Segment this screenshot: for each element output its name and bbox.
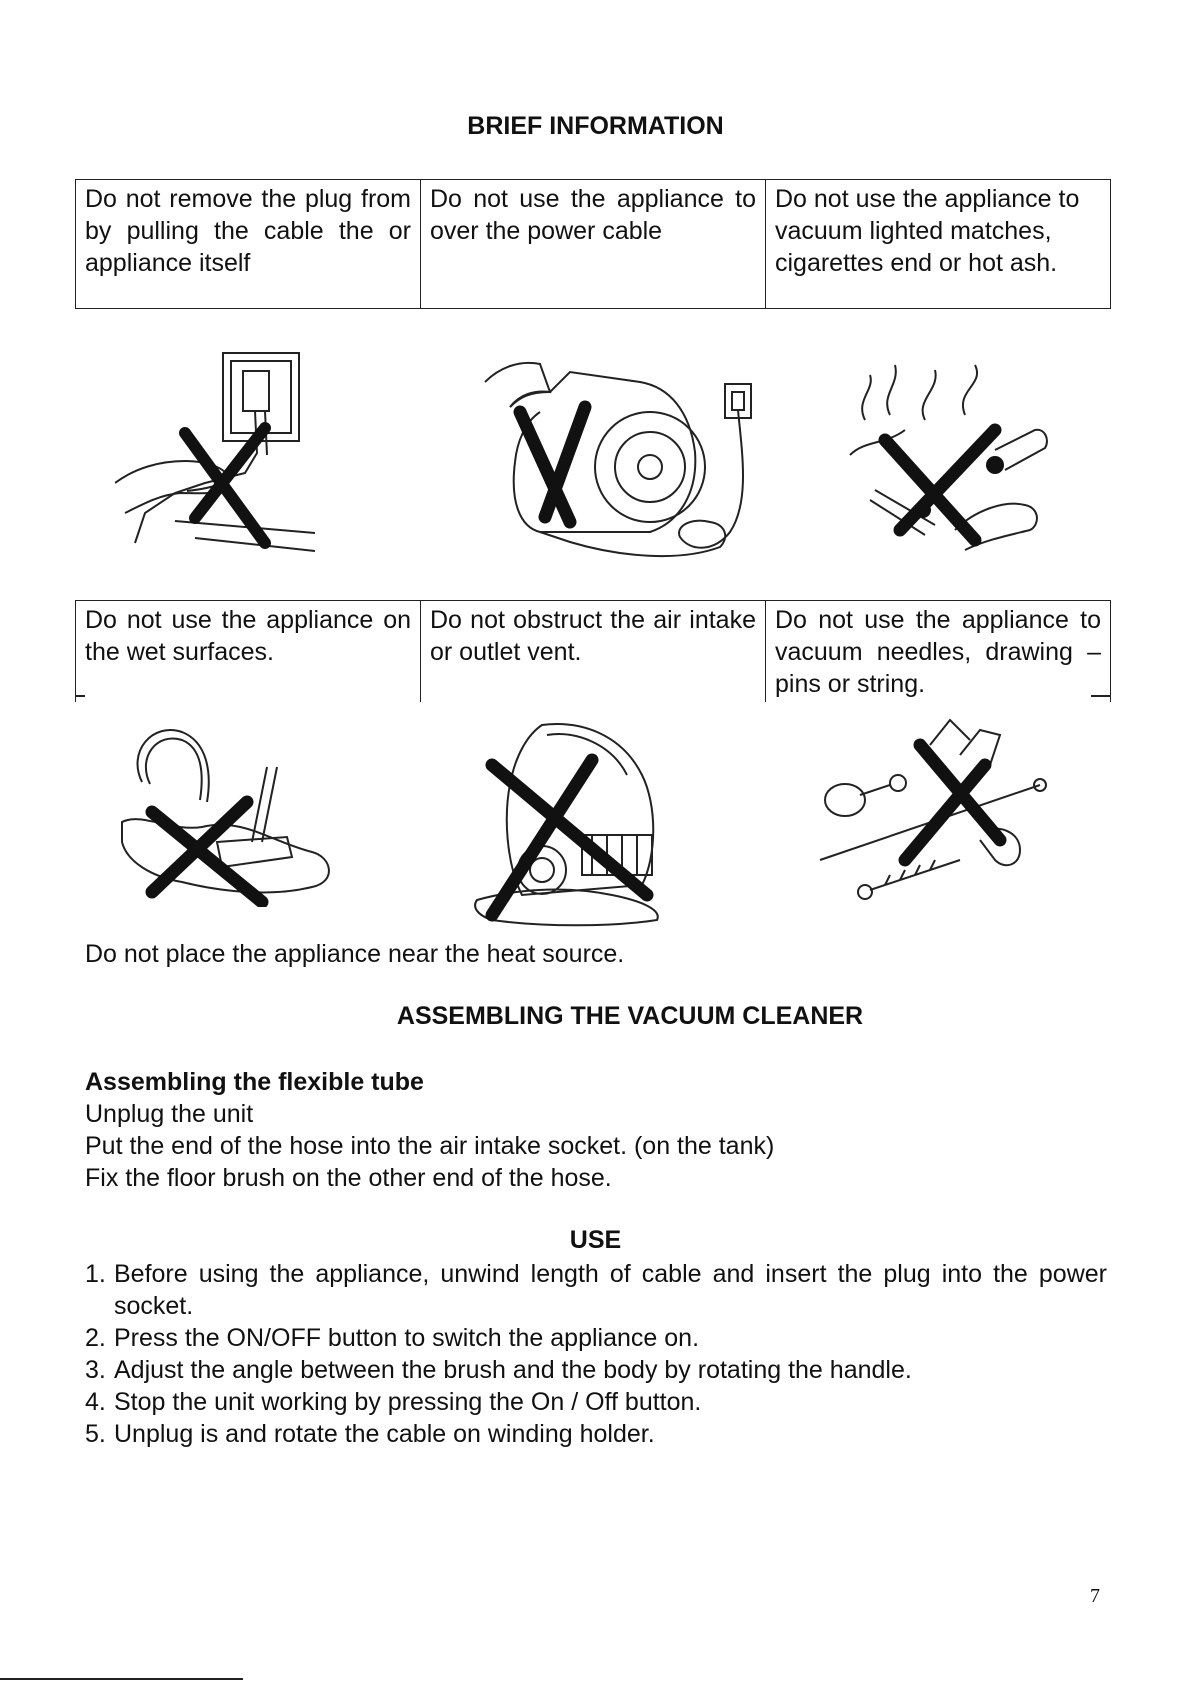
use-step [85, 1354, 1107, 1386]
warning-hot-ash: Do not use the appliance to vacuum lighted matches, cigarettes end or hot ash. [766, 180, 1111, 309]
warning-power-cable: Do not use the appliance to over the power cable [421, 180, 766, 309]
use-step-text: Before using the appliance, unwind length of cable and insert the plug into the power socket. [114, 1260, 1107, 1320]
use-step [85, 1322, 1107, 1354]
use-step [85, 1386, 1107, 1418]
warnings-table-row1 [75, 179, 1111, 309]
warnings-table-row2 [75, 600, 1111, 702]
heat-source-note: Do not place the appliance near the heat source. [85, 940, 625, 968]
warning-blocked-vent: Do not obstruct the air intake or outlet vent. [421, 601, 766, 703]
table-bottom-right-stub [1091, 695, 1111, 697]
needles-pins-icon [810, 715, 1050, 905]
footer-rule [0, 1678, 243, 1680]
use-heading: USE [569, 1226, 622, 1254]
assembly-step-2: Put the end of the hose into the air intake socket. (on the tank) [85, 1132, 775, 1160]
use-step-number: 3. [85, 1356, 106, 1384]
use-step-text: Adjust the angle between the brush and the body by rotating the handle. [114, 1356, 912, 1384]
warning-needles-pins: Do not use the appliance to vacuum needles, drawing –pins or string. [766, 601, 1111, 703]
page-number: 7 [1090, 1585, 1100, 1607]
table-bottom-left-stub [75, 695, 85, 697]
plug-pull-icon [115, 343, 315, 553]
vacuum-over-cable-icon [480, 352, 760, 562]
warning-plug-pull: Do not remove the plug from by pulling the cable the or appliance itself [76, 180, 421, 309]
warning-wet-surface: Do not use the appliance on the wet surfaces. [76, 601, 421, 703]
use-step [85, 1418, 1107, 1450]
assembly-subtitle: Assembling the flexible tube [85, 1068, 424, 1096]
blocked-vent-icon [472, 715, 672, 930]
use-step-number: 5. [85, 1420, 106, 1448]
use-step [85, 1258, 1107, 1322]
assembly-step-3: Fix the floor brush on the other end of the hose. [85, 1164, 612, 1192]
use-step-text: Unplug is and rotate the cable on winding holder. [114, 1420, 655, 1448]
brief-information-heading: BRIEF INFORMATION [467, 112, 724, 140]
use-step-text: Stop the unit working by pressing the On / Off button. [114, 1388, 702, 1416]
wet-surface-icon [112, 722, 342, 907]
use-step-number: 2. [85, 1324, 106, 1352]
cigarette-ash-icon [845, 360, 1055, 560]
assembly-step-1: Unplug the unit [85, 1100, 254, 1128]
use-step-number: 4. [85, 1388, 106, 1416]
use-steps-list [85, 1258, 1107, 1450]
assembling-heading: ASSEMBLING THE VACUUM CLEANER [396, 1002, 864, 1030]
use-step-text: Press the ON/OFF button to switch the appliance on. [114, 1324, 700, 1352]
use-step-number: 1. [85, 1260, 106, 1288]
